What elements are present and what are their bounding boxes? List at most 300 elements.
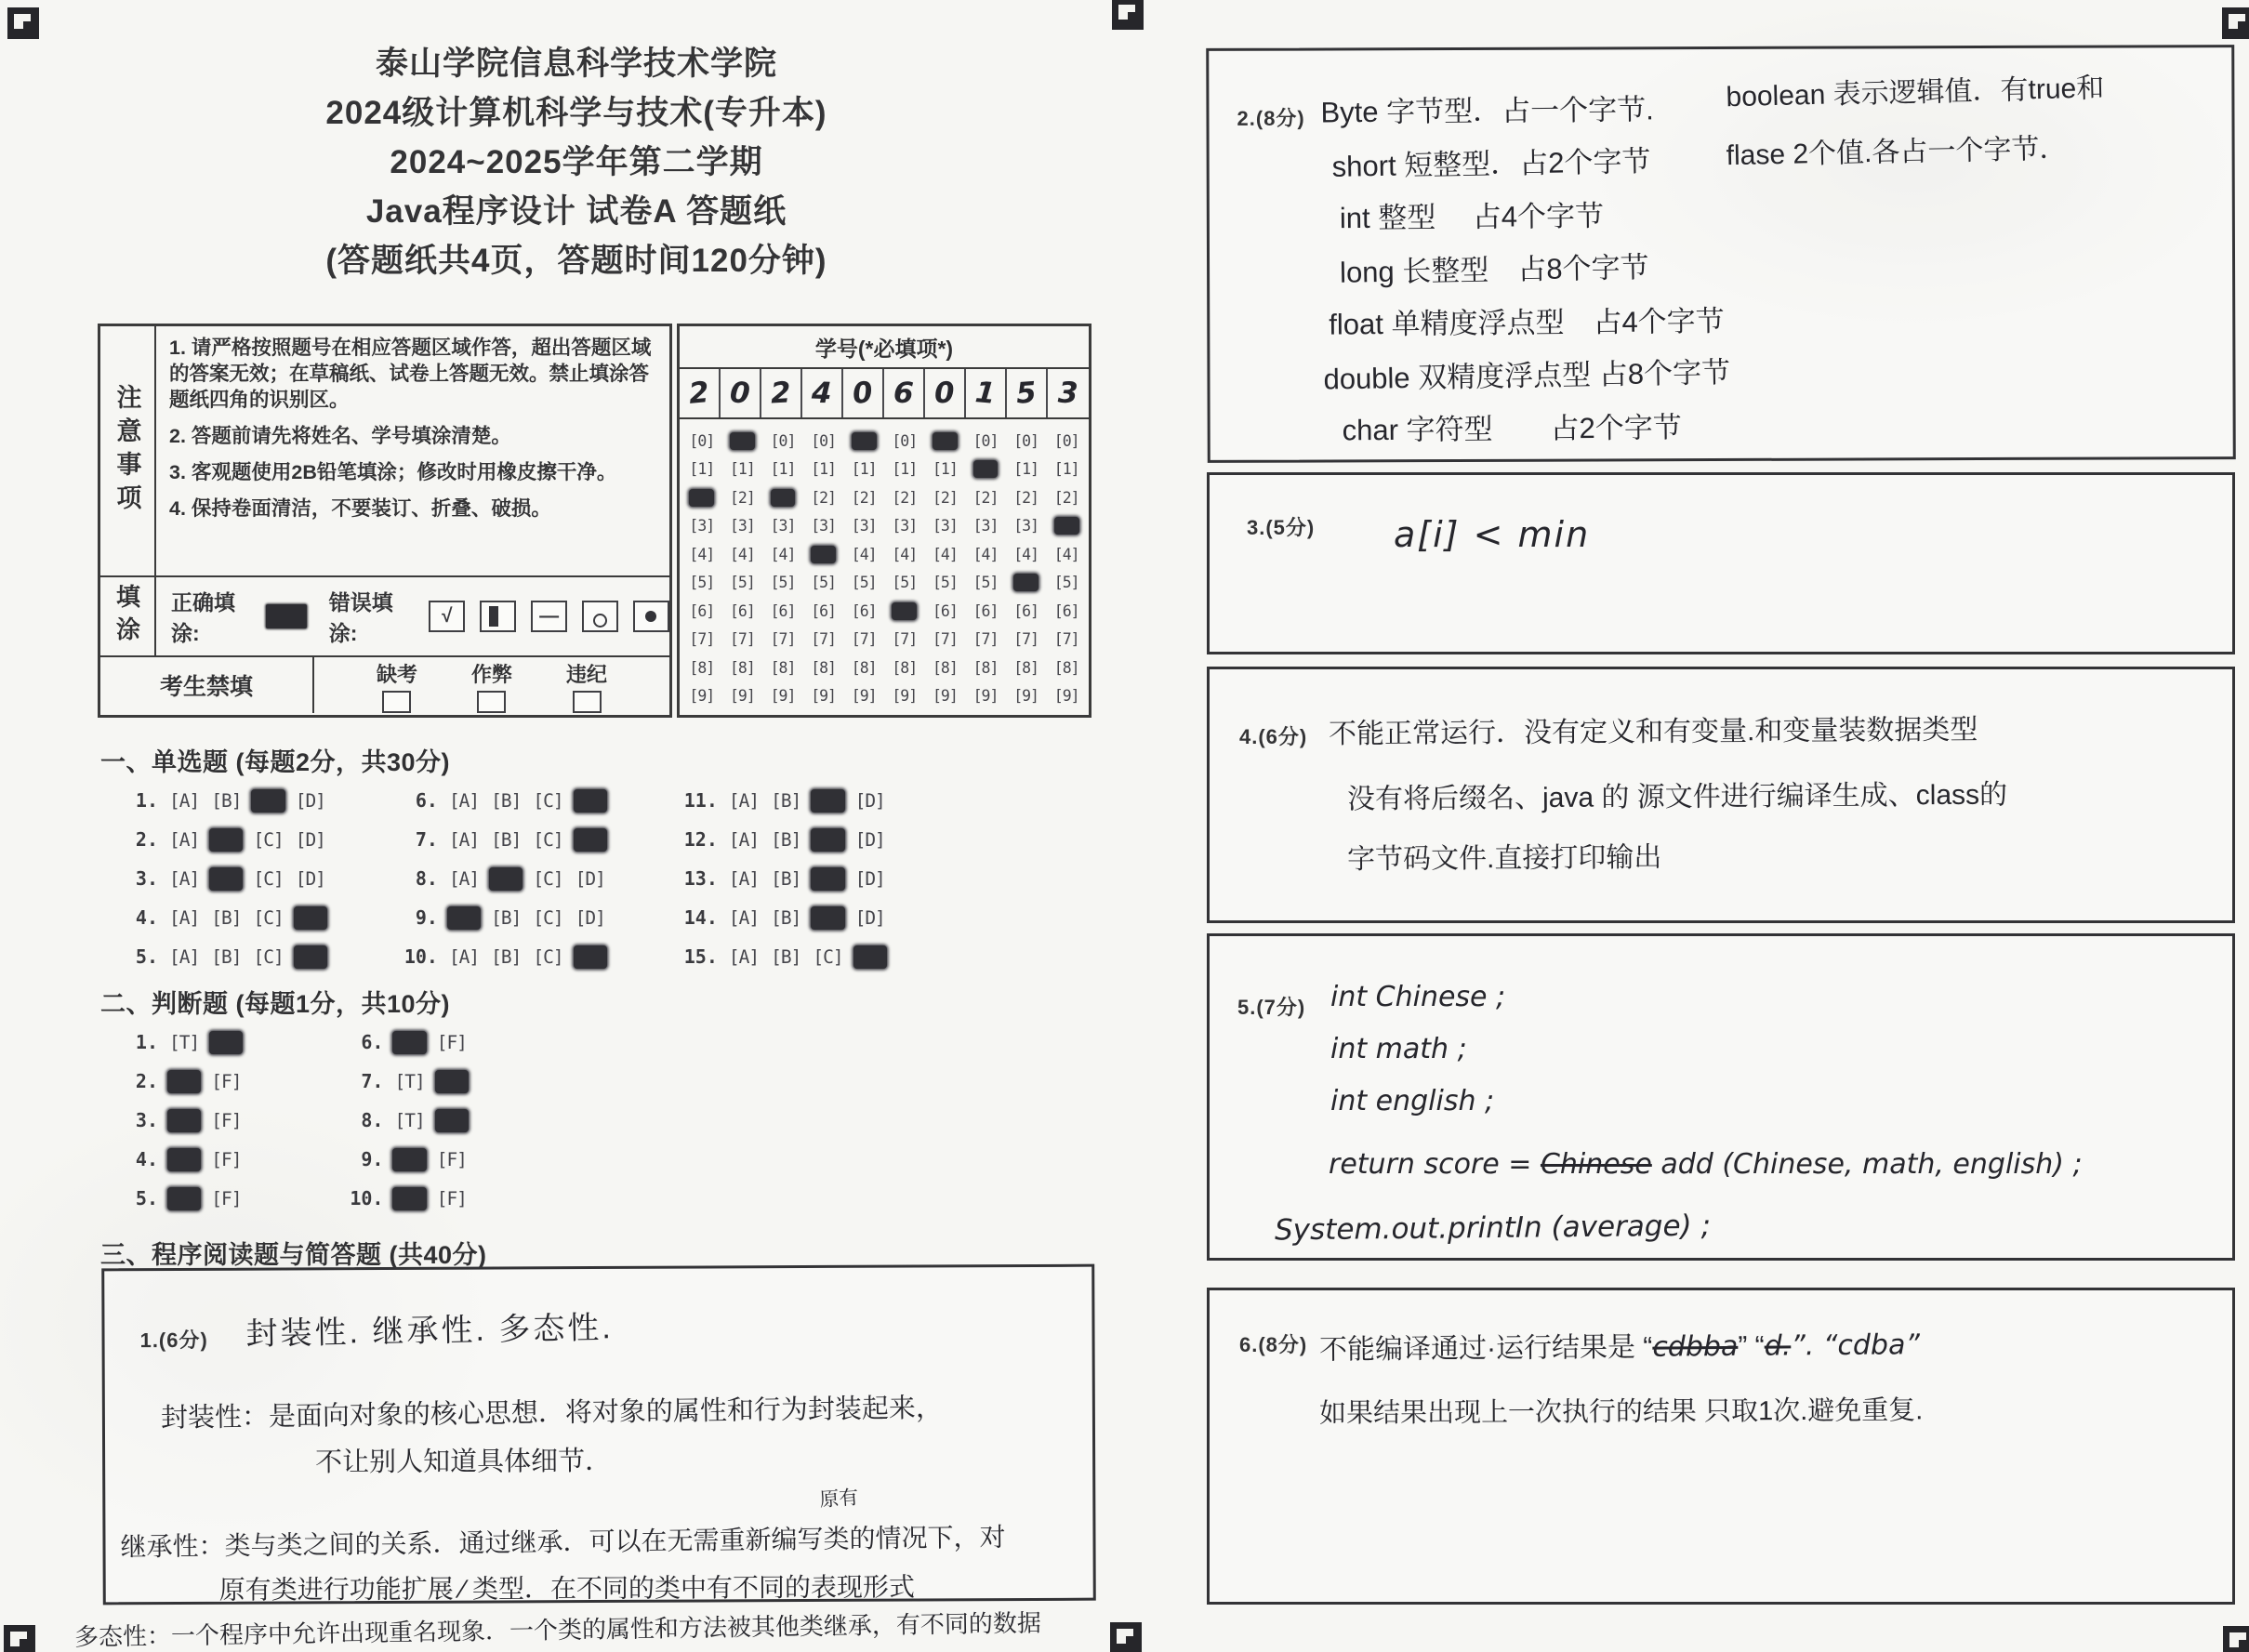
id-bubble: [9]: [932, 687, 958, 706]
q6-answer-box: [1207, 1288, 2235, 1605]
id-bubble-filled: [771, 489, 796, 507]
handwritten-line: 多态性：一个程序中允许出现重名现象．一个类的属性和方法被其他类继承，有不同的数据: [73, 1608, 1042, 1651]
id-bubble: [3]: [811, 517, 836, 535]
notice-item: 1. 请严格按照题号在相应答题区域作答，超出答题区域的答案无效；在草稿纸、试卷上答题无效。禁止填涂答题纸四角的识别区。: [169, 337, 652, 411]
id-bubble: [5]: [932, 574, 958, 592]
handwritten-line: double 双精度浮点型 占8个字节: [1323, 355, 1731, 396]
id-bubble: [1]: [1013, 460, 1039, 479]
registration-marker-icon: [2223, 1626, 2249, 1652]
option-bubble: [B]: [771, 867, 801, 890]
q3-answer-box: [1207, 472, 2235, 654]
marked-option: [294, 906, 327, 930]
q5-label: 5.(7分): [1237, 996, 1306, 1019]
answer-row: [390, 937, 615, 976]
option-bubble: [C]: [533, 828, 563, 851]
id-bubble: [3]: [892, 517, 918, 535]
option-bubble: [F]: [436, 1148, 467, 1170]
marked-option: [574, 945, 607, 969]
question-number: 8.: [361, 1109, 384, 1131]
violation-checkbox: [573, 691, 602, 713]
id-bubble: [6]: [1013, 601, 1039, 620]
handwritten-line: 封装性. 继承性. 多态性.: [245, 1310, 615, 1353]
option-bubble: [A]: [728, 789, 760, 812]
fill-examples: [156, 577, 669, 655]
id-bubble: [3]: [972, 517, 999, 535]
marked-option: [392, 1031, 426, 1054]
wrong-fill-circle-icon: [582, 601, 618, 632]
question-number: 2.: [135, 1070, 158, 1092]
marked-option: [209, 828, 243, 852]
option-bubble: [C]: [533, 789, 563, 812]
option-bubble: [C]: [253, 945, 284, 968]
wrong-fill-check-icon: √: [429, 601, 465, 632]
option-bubble: [A]: [169, 945, 200, 968]
answer-column: [335, 1023, 476, 1218]
id-bubble: [0]: [1013, 431, 1039, 450]
handwritten-digit: 2: [770, 376, 792, 411]
id-bubble: [5]: [689, 574, 715, 592]
id-bubble: [8]: [972, 658, 999, 677]
question-number: 1.: [135, 789, 158, 812]
mc-section-heading: 一、单选题 (每题2分，共30分): [100, 748, 451, 776]
id-bubble: [7]: [811, 630, 836, 649]
title-term: 2024~2025学年第二学期: [390, 144, 763, 180]
option-bubble: [B]: [491, 906, 522, 929]
marked-option: [447, 906, 481, 930]
id-bubble: [8]: [689, 658, 715, 677]
marked-option: [392, 1148, 426, 1171]
marked-option: [167, 1109, 201, 1132]
handwritten-line: int english ;: [1330, 1085, 1495, 1117]
question-number: 1.: [135, 1031, 158, 1053]
title-school: 泰山学院信息科学技术学院: [375, 46, 777, 82]
exam-title: [65, 39, 1088, 285]
id-bubble: [6]: [770, 601, 796, 620]
id-bubble: [6]: [972, 601, 999, 620]
handwritten-digit: 1: [973, 376, 998, 411]
handwritten-line: 不能编译通过·运行结果是 “cdbba” “d.”. “cdba”: [1318, 1328, 1921, 1366]
marked-option: [811, 789, 844, 813]
option-bubble: [F]: [211, 1109, 242, 1131]
id-bubble: [3]: [770, 517, 796, 535]
student-id-digit-cell: [721, 369, 761, 417]
marked-option: [435, 1070, 469, 1093]
answer-column: [669, 781, 895, 976]
marked-option: [294, 945, 327, 969]
id-bubble: [2]: [1013, 488, 1039, 507]
marked-option: [167, 1187, 201, 1210]
id-bubble: [6]: [729, 601, 755, 620]
id-bubble: [6]: [851, 601, 877, 620]
student-id-box: [677, 324, 1091, 718]
answer-row: [110, 1179, 251, 1218]
notice-box: [98, 324, 672, 718]
id-bubble: [3]: [851, 517, 877, 535]
question-number: 15.: [683, 945, 718, 968]
id-bubble: [9]: [972, 687, 999, 706]
handwritten-digit: 6: [893, 376, 915, 411]
q5-answer-box: [1207, 933, 2235, 1261]
student-id-digit-cell: [884, 369, 925, 417]
question-number: 10.: [403, 945, 438, 968]
id-bubble: [3]: [932, 517, 958, 535]
answer-row: [110, 1023, 251, 1062]
marked-option: [574, 828, 607, 852]
id-bubble-filled: [689, 489, 714, 507]
notice-label: 注意事项: [112, 384, 141, 518]
marked-option: [209, 867, 243, 891]
id-bubble: [4]: [1013, 545, 1039, 563]
option-bubble: [D]: [854, 828, 885, 851]
id-bubble-row: [681, 682, 1087, 711]
option-bubble: [F]: [436, 1187, 467, 1209]
answer-row: [669, 859, 895, 898]
option-bubble: [D]: [295, 828, 325, 851]
option-bubble: [B]: [491, 789, 522, 812]
id-bubble: [1]: [851, 460, 877, 479]
option-bubble: [A]: [728, 945, 760, 968]
handwritten-line: System.out.printIn (average) ;: [1274, 1209, 1712, 1248]
id-bubble: [9]: [811, 687, 836, 706]
mc-grid: [110, 781, 895, 976]
id-bubble: [2]: [972, 488, 999, 507]
student-id-digit-cell: [966, 369, 1007, 417]
id-bubble: [5]: [892, 574, 918, 592]
option-bubble: [D]: [854, 789, 885, 812]
id-bubble: [1]: [1053, 460, 1079, 479]
option-bubble: [A]: [448, 828, 480, 851]
id-bubble: [6]: [1053, 601, 1079, 620]
student-id-digit-cell: [802, 369, 843, 417]
id-bubble-filled: [892, 602, 917, 620]
handwritten-line: int 整型 占4个字节: [1339, 199, 1605, 235]
fill-row-label: 填涂: [112, 584, 141, 649]
registration-marker-icon: [1110, 1622, 1142, 1652]
answer-row: [110, 859, 336, 898]
id-bubble-row: [681, 597, 1087, 626]
forbid-row-label: 考生禁填: [100, 657, 314, 713]
id-bubble: [5]: [972, 574, 999, 592]
id-bubble: [7]: [1013, 630, 1039, 649]
option-bubble: [A]: [728, 828, 760, 851]
option-bubble: [C]: [253, 906, 284, 929]
id-bubble: [0]: [811, 431, 836, 450]
question-number: 3.: [135, 867, 158, 890]
answer-row: [335, 1179, 476, 1218]
id-bubble: [2]: [811, 488, 836, 507]
answer-row: [335, 1023, 476, 1062]
wrong-fill-dash-icon: —: [531, 601, 567, 632]
id-bubble: [6]: [932, 601, 958, 620]
id-bubble: [1]: [932, 460, 958, 479]
marked-option: [811, 867, 844, 891]
option-bubble: [C]: [253, 828, 284, 851]
registration-marker-icon: [4, 1625, 35, 1652]
id-bubble: [2]: [1053, 488, 1079, 507]
id-bubble: [7]: [851, 630, 877, 649]
question-number: 5.: [135, 1187, 158, 1209]
id-bubble: [9]: [1053, 687, 1079, 706]
q2-answer-box: [1206, 45, 2236, 463]
id-bubble-filled: [1054, 517, 1079, 535]
option-bubble: [A]: [728, 867, 760, 890]
marked-option: [392, 1187, 426, 1210]
id-bubble: [4]: [851, 545, 877, 563]
option-bubble: [C]: [533, 906, 563, 929]
id-bubble: [0]: [1053, 431, 1079, 450]
handwritten-line: int Chinese ;: [1330, 981, 1506, 1013]
registration-marker-icon: [2222, 7, 2249, 39]
option-bubble: [B]: [491, 945, 522, 968]
marked-option: [251, 789, 284, 813]
option-bubble: [D]: [854, 906, 885, 929]
handwritten-line: 原有类进行功能扩展 ∕ 类型．在不同的类中有不同的表现形式: [218, 1572, 916, 1605]
option-bubble: [D]: [854, 867, 885, 890]
option-bubble: [T]: [394, 1070, 425, 1092]
id-bubble: [5]: [729, 574, 755, 592]
handwritten-line: 继承性：类与类之间的关系．通过继承．可以在无需重新编写类的情况下，对: [120, 1522, 1006, 1562]
answer-row: [390, 859, 615, 898]
id-bubble-row: [681, 483, 1087, 512]
id-bubble-row: [681, 654, 1087, 682]
question-number: 10.: [350, 1187, 384, 1209]
q4-answer-box: [1207, 667, 2235, 923]
handwritten-digit: 4: [811, 376, 833, 411]
option-bubble: [F]: [211, 1187, 242, 1209]
answer-row: [110, 1062, 251, 1101]
student-id-digit-cell: [843, 369, 884, 417]
id-bubble: [1]: [811, 460, 836, 479]
answer-row: [390, 820, 615, 859]
id-bubble: [4]: [689, 545, 715, 563]
q1-label: 1.(6分): [139, 1328, 208, 1353]
id-bubble: [8]: [811, 658, 836, 677]
option-bubble: [D]: [295, 789, 325, 812]
question-number: 3.: [135, 1109, 158, 1131]
id-bubble: [2]: [729, 488, 755, 507]
id-bubble: [7]: [1053, 630, 1079, 649]
id-bubble: [5]: [770, 574, 796, 592]
id-bubble: [8]: [851, 658, 877, 677]
q6-label: 6.(8分): [1239, 1333, 1308, 1356]
option-bubble: [T]: [394, 1109, 425, 1131]
student-id-digit-cell: [680, 369, 721, 417]
id-bubble: [9]: [1013, 687, 1039, 706]
correct-fill-label: 正确填涂:: [171, 590, 235, 645]
correct-fill-example: [266, 604, 307, 628]
q4-label: 4.(6分): [1239, 725, 1308, 748]
answer-column: [110, 1023, 251, 1218]
essay-section-heading: 三、程序阅读题与简答题 (共40分): [100, 1241, 487, 1269]
title-duration: (答题纸共4页，答题时间120分钟): [325, 243, 827, 279]
wrong-fill-label: 错误填涂:: [328, 590, 393, 645]
handwritten-line: 不能正常运行．没有定义和有变量.和变量装数据类型: [1328, 714, 1978, 750]
marked-option: [167, 1070, 201, 1093]
student-id-bubble-grid: [680, 419, 1089, 710]
id-bubble: [0]: [689, 431, 715, 450]
notice-item: 2. 答题前请先将姓名、学号填涂清楚。: [169, 424, 511, 447]
student-id-digit-cell: [925, 369, 966, 417]
id-bubble-row: [681, 456, 1087, 484]
forbid-option-violation: 违纪: [566, 659, 607, 713]
id-bubble: [4]: [972, 545, 999, 563]
id-bubble: [9]: [689, 687, 715, 706]
student-id-digit-row: [680, 369, 1089, 419]
handwritten-line: float 单精度浮点型 占4个字节: [1329, 304, 1725, 341]
option-bubble: [F]: [211, 1148, 242, 1170]
question-number: 11.: [683, 789, 718, 812]
id-bubble: [1]: [892, 460, 918, 479]
question-number: 6.: [361, 1031, 384, 1053]
id-bubble: [2]: [851, 488, 877, 507]
option-bubble: [B]: [211, 945, 242, 968]
id-bubble: [0]: [770, 431, 796, 450]
option-bubble: [A]: [448, 945, 480, 968]
marked-option: [811, 828, 844, 852]
id-bubble: [2]: [932, 488, 958, 507]
question-number: 13.: [683, 867, 718, 890]
answer-row: [669, 937, 895, 976]
question-number: 6.: [415, 789, 438, 812]
registration-marker-icon: [1112, 0, 1144, 30]
id-bubble: [5]: [811, 574, 836, 592]
id-bubble: [4]: [770, 545, 796, 563]
id-bubble-filled: [1013, 574, 1039, 591]
handwritten-line: 如果结果出现上一次执行的结果 只取1次.避免重复.: [1318, 1395, 1924, 1429]
q1-answer-box: [73, 1264, 1096, 1651]
struck-text: cdbba: [1652, 1329, 1739, 1364]
option-bubble: [B]: [771, 828, 801, 851]
option-bubble: [C]: [813, 945, 843, 968]
id-bubble: [0]: [972, 431, 999, 450]
answer-column: [110, 781, 336, 976]
handwritten-insert: 原有: [818, 1487, 860, 1512]
option-bubble: [F]: [436, 1031, 467, 1053]
id-bubble: [4]: [729, 545, 755, 563]
answer-row: [669, 820, 895, 859]
id-bubble: [5]: [851, 574, 877, 592]
handwritten-line: 封装性：是面向对象的核心思想．将对象的属性和行为封装起来，: [160, 1393, 944, 1434]
id-bubble: [7]: [689, 630, 715, 649]
handwritten-line: int math ;: [1330, 1033, 1467, 1065]
id-bubble: [1]: [689, 460, 715, 479]
handwritten-digit: 0: [728, 376, 752, 411]
id-bubble-filled: [852, 432, 877, 450]
question-number: 9.: [361, 1148, 384, 1170]
option-bubble: [A]: [169, 828, 200, 851]
id-bubble: [4]: [892, 545, 918, 563]
notice-items: [156, 326, 669, 575]
id-bubble: [8]: [729, 658, 755, 677]
id-bubble: [9]: [851, 687, 877, 706]
id-bubble: [1]: [770, 460, 796, 479]
title-course: Java程序设计 试卷A 答题纸: [365, 193, 787, 230]
marked-option: [167, 1148, 201, 1171]
option-bubble: [A]: [448, 789, 480, 812]
wrong-fill-bar-icon: [480, 601, 516, 632]
title-major: 2024级计算机科学与技术(专升本): [325, 95, 827, 131]
handwritten-digit: 3: [1057, 376, 1079, 411]
id-bubble: [3]: [729, 517, 755, 535]
id-bubble: [3]: [689, 517, 715, 535]
option-bubble: [D]: [575, 867, 605, 890]
id-bubble: [8]: [1053, 658, 1079, 677]
id-bubble: [7]: [932, 630, 958, 649]
answer-row: [335, 1140, 476, 1179]
answer-row: [390, 781, 615, 820]
handwritten-line: 字节码文件.直接打印输出: [1346, 841, 1662, 876]
handwritten-line: boolean 表示逻辑值．有true和: [1726, 73, 2105, 113]
option-bubble: [B]: [771, 945, 801, 968]
q2-label: 2.(8分): [1237, 106, 1305, 130]
answer-column: [390, 781, 615, 976]
id-bubble: [3]: [1013, 517, 1039, 535]
id-bubble-filled: [933, 432, 958, 450]
option-bubble: [C]: [253, 867, 284, 890]
option-bubble: [A]: [448, 867, 480, 890]
option-bubble: [A]: [169, 867, 200, 890]
option-bubble: [A]: [728, 906, 760, 929]
forbid-option-absent: 缺考: [377, 659, 417, 713]
id-bubble: [8]: [770, 658, 796, 677]
id-bubble: [0]: [892, 431, 918, 450]
option-bubble: [B]: [491, 828, 522, 851]
marked-option: [209, 1031, 243, 1054]
q3-label: 3.(5分): [1247, 516, 1316, 539]
student-id-digit-cell: [761, 369, 802, 417]
handwritten-line: long 长整型 占8个字节: [1339, 250, 1649, 289]
student-id-digit-cell: [1048, 369, 1089, 417]
handwritten-digit: 2: [687, 376, 711, 411]
answer-row: [669, 781, 895, 820]
handwritten-line: flase 2个值.各占一个字节．: [1726, 133, 2068, 172]
id-bubble: [2]: [892, 488, 918, 507]
question-number: 5.: [135, 945, 158, 968]
forbid-options: [314, 657, 669, 713]
option-bubble: [B]: [771, 906, 801, 929]
answer-row: [335, 1101, 476, 1140]
question-number: 7.: [361, 1070, 384, 1092]
struck-text: Chinese: [1540, 1148, 1652, 1181]
id-bubble-row: [681, 512, 1087, 541]
tf-section-heading: 二、判断题 (每题1分，共10分): [100, 990, 451, 1018]
handwritten-line: Byte 字节型．占一个字节.: [1320, 93, 1654, 129]
question-number: 12.: [683, 828, 718, 851]
question-number: 4.: [135, 906, 158, 929]
id-bubble-filled: [973, 460, 999, 478]
notice-item: 4. 保持卷面清洁，不要装订、折叠、破损。: [169, 496, 551, 520]
id-bubble-filled: [811, 546, 836, 563]
id-bubble: [9]: [729, 687, 755, 706]
answer-row: [390, 898, 615, 937]
id-bubble-row: [681, 569, 1087, 598]
id-bubble-row: [681, 427, 1087, 456]
absent-checkbox: [382, 691, 411, 713]
student-id-header: 学号(*必填项*): [680, 326, 1089, 369]
option-bubble: [T]: [169, 1031, 200, 1053]
id-bubble: [9]: [892, 687, 918, 706]
handwritten-line: char 字符型 占2个字节: [1342, 411, 1682, 447]
answer-row: [110, 898, 336, 937]
marked-option: [811, 906, 844, 930]
id-bubble: [4]: [1053, 545, 1079, 563]
marked-option: [489, 867, 523, 891]
handwritten-line: short 短整型．占2个字节: [1331, 144, 1651, 183]
answer-row: [110, 820, 336, 859]
registration-marker-icon: [7, 7, 39, 39]
option-bubble: [D]: [295, 867, 325, 890]
wrong-fill-dot-icon: [633, 601, 669, 632]
